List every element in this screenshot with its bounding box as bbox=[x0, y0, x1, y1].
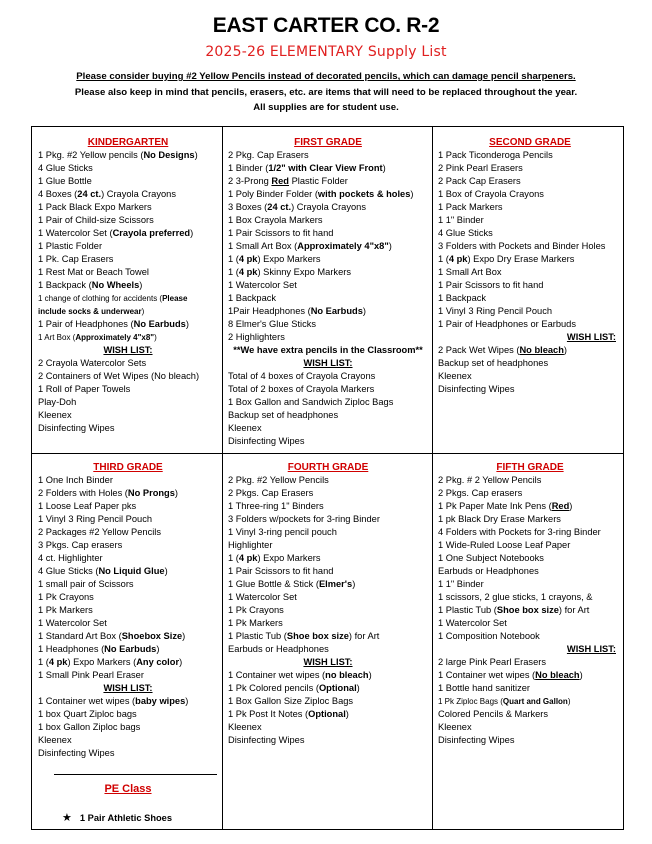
supply-item: 1 Glue Bottle & Stick (Elmer's) bbox=[228, 579, 356, 589]
supply-item: 1 Pack Black Expo Markers bbox=[38, 202, 152, 212]
wish-item: 1 Roll of Paper Towels bbox=[38, 384, 131, 394]
column-divider bbox=[222, 127, 223, 829]
supply-item: 3 Folders w/pockets for 3-ring Binder bbox=[228, 514, 380, 524]
supply-item: 2 Pkg. Cap Erasers bbox=[228, 150, 309, 160]
fifth-grade-wish-heading: WISH LIST: bbox=[566, 644, 616, 654]
pe-divider bbox=[54, 774, 217, 775]
supply-item: 2 Packages #2 Yellow Pencils bbox=[38, 527, 162, 537]
supply-item: 1 Pkg. #2 Yellow pencils (No Designs) bbox=[38, 150, 198, 160]
supply-item: 4 Glue Sticks bbox=[438, 228, 493, 238]
supply-item: 1 Pack Ticonderoga Pencils bbox=[438, 150, 553, 160]
wish-item: Kleenex bbox=[438, 371, 472, 381]
supply-item: 2 Pkg. #2 Yellow Pencils bbox=[228, 475, 329, 485]
supply-item: 1 Plastic Tub (Shoe box size) for Art bbox=[438, 605, 590, 615]
supply-item: 1 Box Crayola Markers bbox=[228, 215, 323, 225]
fourth-grade-section bbox=[228, 461, 428, 747]
supply-item: 3 Pkgs. Cap erasers bbox=[38, 540, 123, 550]
supply-item: 1 Headphones (No Earbuds) bbox=[38, 644, 160, 654]
wish-item: Total of 4 boxes of Crayola Crayons bbox=[228, 371, 376, 381]
supply-item: 4 Glue Sticks bbox=[38, 163, 93, 173]
wish-item: Total of 2 boxes of Crayola Markers bbox=[228, 384, 375, 394]
supply-item: 1 Pk Paper Mate Ink Pens (Red) bbox=[438, 501, 573, 511]
supply-item: 1 Pair Scissors to fit hand bbox=[228, 228, 334, 238]
first-grade-wish-heading: WISH LIST: bbox=[303, 358, 353, 368]
wish-item: 1 Pk Colored pencils (Optional) bbox=[228, 683, 360, 693]
star-icon: ★ bbox=[62, 812, 72, 824]
supply-item: 1 (4 pk) Expo Markers (Any color) bbox=[38, 657, 183, 667]
supply-item: 1 Pair Scissors to fit hand bbox=[228, 566, 334, 576]
wish-item: Play-Doh bbox=[38, 397, 77, 407]
wish-item: Disinfecting Wipes bbox=[438, 735, 515, 745]
wish-item: 2 large Pink Pearl Erasers bbox=[438, 657, 546, 667]
supply-item: 8 Elmer's Glue Sticks bbox=[228, 319, 317, 329]
supply-item: 1 Small Art Box bbox=[438, 267, 502, 277]
supply-item: 1 Pack Markers bbox=[438, 202, 503, 212]
wish-item: Backup set of headphones bbox=[228, 410, 339, 420]
supply-item: 1 Pk Crayons bbox=[228, 605, 284, 615]
second-grade-heading: SECOND GRADE bbox=[489, 137, 571, 148]
wish-item: 1 box Gallon Ziploc bags bbox=[38, 722, 141, 732]
supply-item: 4 ct. Highlighter bbox=[38, 553, 103, 563]
second-grade-wish-heading: WISH LIST: bbox=[566, 332, 616, 342]
supply-item: 1 1" Binder bbox=[438, 215, 484, 225]
replacement-note: Please also keep in mind that pencils, erasers, etc. are items that will need to be replaced throughout the year. bbox=[74, 87, 578, 98]
supply-item: 1 Backpack bbox=[438, 293, 487, 303]
supply-item: 1 Art Box (Approximately 4"x8") bbox=[38, 333, 157, 342]
supply-item: 4 Glue Sticks (No Liquid Glue) bbox=[38, 566, 168, 576]
supply-item: 1 Watercolor Set bbox=[438, 618, 507, 628]
supply-item: 1 small pair of Scissors bbox=[38, 579, 134, 589]
supply-item: Highlighter bbox=[228, 540, 273, 550]
supply-item: 1 Pk Markers bbox=[228, 618, 283, 628]
supply-item: Earbuds or Headphones bbox=[438, 566, 539, 576]
pencil-note: Please consider buying #2 Yellow Pencils instead of decorated pencils, which can damage pencil sharpeners. bbox=[76, 71, 576, 82]
supply-item: 1 One Subject Notebooks bbox=[438, 553, 544, 563]
supply-item: 1 Pk. Cap Erasers bbox=[38, 254, 114, 264]
wish-item: 1 box Quart Ziploc bags bbox=[38, 709, 137, 719]
kindergarten-heading: KINDERGARTEN bbox=[87, 137, 169, 148]
supply-item: 1 Backpack (No Wheels) bbox=[38, 280, 143, 290]
supply-item: 1 Standard Art Box (Shoebox Size) bbox=[38, 631, 186, 641]
second-grade-section bbox=[438, 136, 622, 396]
fourth-grade-wish-heading: WISH LIST: bbox=[303, 657, 353, 667]
supply-item: 1 Composition Notebook bbox=[438, 631, 540, 641]
supply-item: 2 Pack Cap Erasers bbox=[438, 176, 521, 186]
supply-item: 3 Folders with Pockets and Binder Holes bbox=[438, 241, 606, 251]
supply-item: 1 Pair Scissors to fit hand bbox=[438, 280, 544, 290]
supply-item: 2 Highlighters bbox=[228, 332, 285, 342]
supply-item: 1 Watercolor Set (Crayola preferred) bbox=[38, 228, 194, 238]
supply-item: 4 Folders with Pockets for 3-ring Binder bbox=[438, 527, 601, 537]
supply-item: 2 Pink Pearl Erasers bbox=[438, 163, 523, 173]
wish-item: 1 Container wet wipes (baby wipes) bbox=[38, 696, 189, 706]
wish-item: Disinfecting Wipes bbox=[38, 423, 115, 433]
wish-item: 1 Box Gallon Size Ziploc Bags bbox=[228, 696, 354, 706]
supply-item: 1 (4 pk) Expo Markers bbox=[228, 553, 321, 563]
supply-item: 2 Folders with Holes (No Prongs) bbox=[38, 488, 179, 498]
wish-item: Disinfecting Wipes bbox=[228, 735, 305, 745]
supply-item: 4 Boxes (24 ct.) Crayola Crayons bbox=[38, 189, 176, 199]
wish-item: Disinfecting Wipes bbox=[38, 748, 115, 758]
supply-item: 1 Pair of Child-size Scissors bbox=[38, 215, 154, 225]
wish-item: 1 Pk Post It Notes (Optional) bbox=[228, 709, 349, 719]
wish-item: 1 Box Gallon and Sandwich Ziploc Bags bbox=[228, 397, 394, 407]
supply-item: 1 Pair of Headphones (No Earbuds) bbox=[38, 319, 189, 329]
supply-item: 1 Rest Mat or Beach Towel bbox=[38, 267, 149, 277]
kindergarten-wish-heading: WISH LIST: bbox=[103, 345, 153, 355]
document-subtitle: 2025-26 ELEMENTARY Supply List bbox=[205, 44, 447, 60]
supply-item: 1 change of clothing for accidents (Please bbox=[38, 294, 188, 303]
supply-item: 1 Vinyl 3-ring pencil pouch bbox=[228, 527, 337, 537]
third-grade-section bbox=[38, 461, 218, 825]
wish-item: Disinfecting Wipes bbox=[438, 384, 515, 394]
wish-item: Kleenex bbox=[228, 722, 262, 732]
supply-item: 1 Vinyl 3 Ring Pencil Pouch bbox=[38, 514, 153, 524]
third-grade-wish-heading: WISH LIST: bbox=[103, 683, 153, 693]
supply-item: 3 Boxes (24 ct.) Crayola Crayons bbox=[228, 202, 366, 212]
third-grade-heading: THIRD GRADE bbox=[93, 462, 163, 473]
column-divider bbox=[432, 127, 433, 829]
supply-item: 1 Watercolor Set bbox=[38, 618, 107, 628]
first-grade-heading: FIRST GRADE bbox=[294, 137, 362, 148]
wish-item: 1 Container wet wipes (No bleach) bbox=[438, 670, 583, 680]
supply-item: 1 Small Art Box (Approximately 4"x8") bbox=[228, 241, 392, 251]
document-title: EAST CARTER CO. R-2 bbox=[212, 14, 440, 37]
supply-item: 1 Small Pink Pearl Eraser bbox=[38, 670, 144, 680]
wish-item: 1 Container wet wipes (no bleach) bbox=[228, 670, 372, 680]
wish-item: Kleenex bbox=[38, 735, 72, 745]
supply-item: 1 Poly Binder Folder (with pockets & holes) bbox=[228, 189, 414, 199]
wish-item: 2 Pack Wet Wipes (No bleach) bbox=[438, 345, 568, 355]
fifth-grade-heading: FIFTH GRADE bbox=[496, 462, 564, 473]
supply-item: 1 (4 pk) Expo Markers bbox=[228, 254, 321, 264]
wish-item: Disinfecting Wipes bbox=[228, 436, 305, 446]
supply-item: 2 Pkg. # 2 Yellow Pencils bbox=[438, 475, 542, 485]
student-use-note: All supplies are for student use. bbox=[253, 102, 399, 113]
supply-item: 1 Vinyl 3 Ring Pencil Pouch bbox=[438, 306, 553, 316]
pe-item: ★ 1 Pair Athletic Shoes bbox=[62, 812, 173, 824]
supply-item: 2 Pkgs. Cap erasers bbox=[438, 488, 523, 498]
supply-item: 1 (4 pk) Expo Dry Erase Markers bbox=[438, 254, 575, 264]
wish-item: 2 Containers of Wet Wipes (No bleach) bbox=[38, 371, 200, 381]
supply-item: 1 Backpack bbox=[228, 293, 277, 303]
fifth-grade-section bbox=[438, 461, 622, 747]
wish-item: Kleenex bbox=[228, 423, 262, 433]
supply-item: 1 Binder (1/2" with Clear View Front) bbox=[228, 163, 386, 173]
supply-item: 1 scissors, 2 glue sticks, 1 crayons, & bbox=[438, 592, 593, 602]
wish-item: Backup set of headphones bbox=[438, 358, 549, 368]
supply-item: 2 3-Prong Red Plastic Folder bbox=[228, 176, 348, 186]
wish-item: 2 Crayola Watercolor Sets bbox=[38, 358, 147, 368]
supply-item: 1 Plastic Folder bbox=[38, 241, 103, 251]
supply-item: Earbuds or Headphones bbox=[228, 644, 329, 654]
wish-item: Kleenex bbox=[38, 410, 72, 420]
supply-grid bbox=[31, 126, 624, 830]
extra-pencils-note: **We have extra pencils in the Classroom** bbox=[233, 345, 423, 355]
supply-item: 1 Wide-Ruled Loose Leaf Paper bbox=[438, 540, 571, 550]
first-grade-section bbox=[228, 136, 428, 448]
wish-item: 1 Pk Ziploc Bags (Quart and Gallon) bbox=[438, 697, 571, 706]
supply-item: 1 Box of Crayola Crayons bbox=[438, 189, 544, 199]
pe-class-heading: PE Class bbox=[104, 783, 152, 795]
supply-item: 1 (4 pk) Skinny Expo Markers bbox=[228, 267, 351, 277]
supply-item: 1 Glue Bottle bbox=[38, 176, 92, 186]
supply-item: 1 One Inch Binder bbox=[38, 475, 113, 485]
supply-item: 1 Watercolor Set bbox=[228, 280, 297, 290]
wish-item: 1 Bottle hand sanitizer bbox=[438, 683, 530, 693]
wish-item: Kleenex bbox=[438, 722, 472, 732]
supply-item: 1 Plastic Tub (Shoe box size) for Art bbox=[228, 631, 380, 641]
supply-item: 1 Pk Markers bbox=[38, 605, 93, 615]
supply-item: 1 Loose Leaf Paper pks bbox=[38, 501, 137, 511]
supply-item: 1 pk Black Dry Erase Markers bbox=[438, 514, 561, 524]
kindergarten-section bbox=[38, 136, 218, 435]
row-divider bbox=[32, 453, 623, 454]
fourth-grade-heading: FOURTH GRADE bbox=[287, 462, 369, 473]
supply-item: 1 1" Binder bbox=[438, 579, 484, 589]
supply-item: 1Pair Headphones (No Earbuds) bbox=[228, 306, 366, 316]
supply-item: 1 Pk Crayons bbox=[38, 592, 94, 602]
supply-item: 1 Pair of Headphones or Earbuds bbox=[438, 319, 576, 329]
wish-item: Colored Pencils & Markers bbox=[438, 709, 549, 719]
supply-item: include socks & underwear) bbox=[38, 307, 145, 316]
supply-item: 1 Three-ring 1" Binders bbox=[228, 501, 324, 511]
supply-item: 2 Pkgs. Cap Erasers bbox=[228, 488, 314, 498]
supply-item: 1 Watercolor Set bbox=[228, 592, 297, 602]
